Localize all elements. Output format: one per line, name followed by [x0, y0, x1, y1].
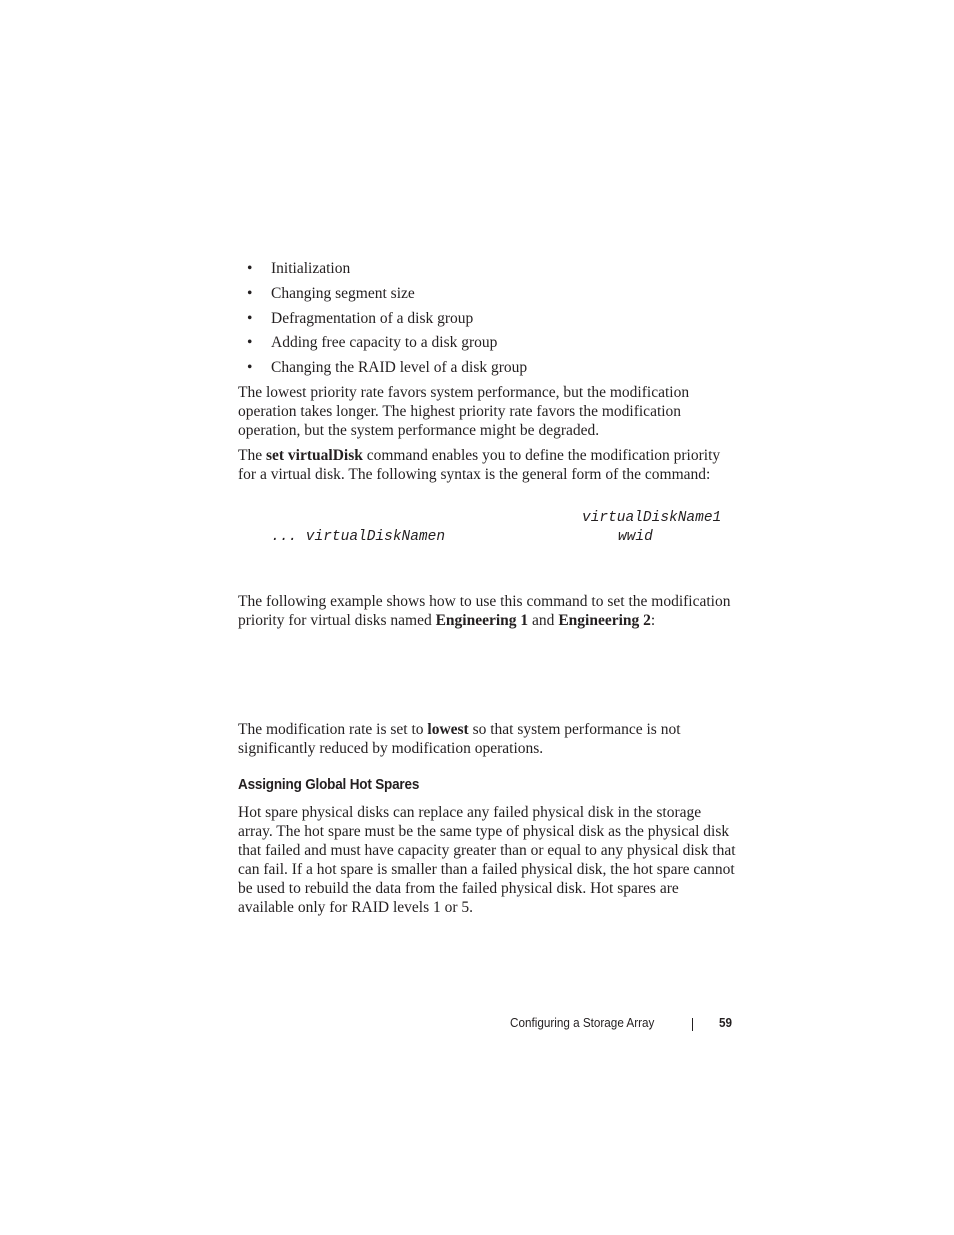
list-item-text: Adding free capacity to a disk group [271, 334, 498, 352]
list-item [238, 309, 738, 334]
disk-name-1: Engineering 1 [435, 612, 529, 629]
footer-divider [692, 1018, 693, 1031]
list-item-text: Changing the RAID level of a disk group [271, 359, 528, 377]
list-item-text: Initialization [271, 260, 351, 277]
paragraph-modification-rate [238, 720, 738, 758]
list-item [238, 284, 738, 309]
list-item-text: Changing segment size [271, 284, 415, 302]
bullet-list [238, 259, 738, 383]
paragraph-set-virtualdisk [238, 446, 738, 484]
paragraph-text: The following example shows how to use this command to set the modification priority for virtual disks named [238, 593, 731, 629]
list-item-text: Defragmentation of a disk group [271, 309, 474, 327]
paragraph-text: so that system performance is not significantly reduced by modification operations. [238, 721, 681, 757]
paragraph-text: The [238, 447, 266, 464]
bullet-icon: • [247, 359, 253, 377]
bullet-icon: • [247, 309, 253, 327]
disk-name-2: Engineering 2 [558, 612, 651, 629]
paragraph-hot-spares: Hot spare physical disks can replace any failed physical disk in the storage array. The hot spare must be the same type of physical disk as the physical disk that failed and must have capacity greater than or equal to any physical disk that can fail. If a hot spare is smaller than a failed physical disk, the hot spare cannot be used to rebuild the data from the failed physical disk. Hot spares are available only for RAID levels 1 or 5. [238, 804, 736, 916]
code-line-2: ... virtualDiskNamen [271, 529, 446, 545]
list-item [238, 358, 738, 383]
list-item [238, 259, 738, 284]
footer-chapter-title: Configuring a Storage Array [510, 1015, 655, 1030]
code-line-2-wwid: wwid [618, 529, 653, 545]
paragraph-text: : [650, 612, 656, 629]
bullet-icon: • [247, 334, 253, 352]
rate-value: lowest [427, 721, 469, 738]
paragraph-text: command enables you to define the modification priority for a virtual disk. The following syntax is the general form of the command: [238, 447, 721, 483]
section-heading: Assigning Global Hot Spares [238, 776, 420, 793]
code-line-1: virtualDiskName1 [582, 510, 722, 526]
bullet-icon: • [247, 260, 253, 277]
paragraph-text: The modification rate is set to [238, 721, 428, 738]
bullet-icon: • [247, 284, 253, 302]
command-name: set virtualDisk [265, 447, 363, 464]
paragraph-text: and [528, 612, 559, 629]
paragraph-priority-rate: The lowest priority rate favors system performance, but the modification operation takes longer. The highest priority rate favors the modification operation, but the system performance might be degraded. [238, 384, 690, 439]
paragraph-example [238, 592, 738, 630]
list-item [238, 333, 738, 358]
page-number: 59 [719, 1015, 733, 1030]
